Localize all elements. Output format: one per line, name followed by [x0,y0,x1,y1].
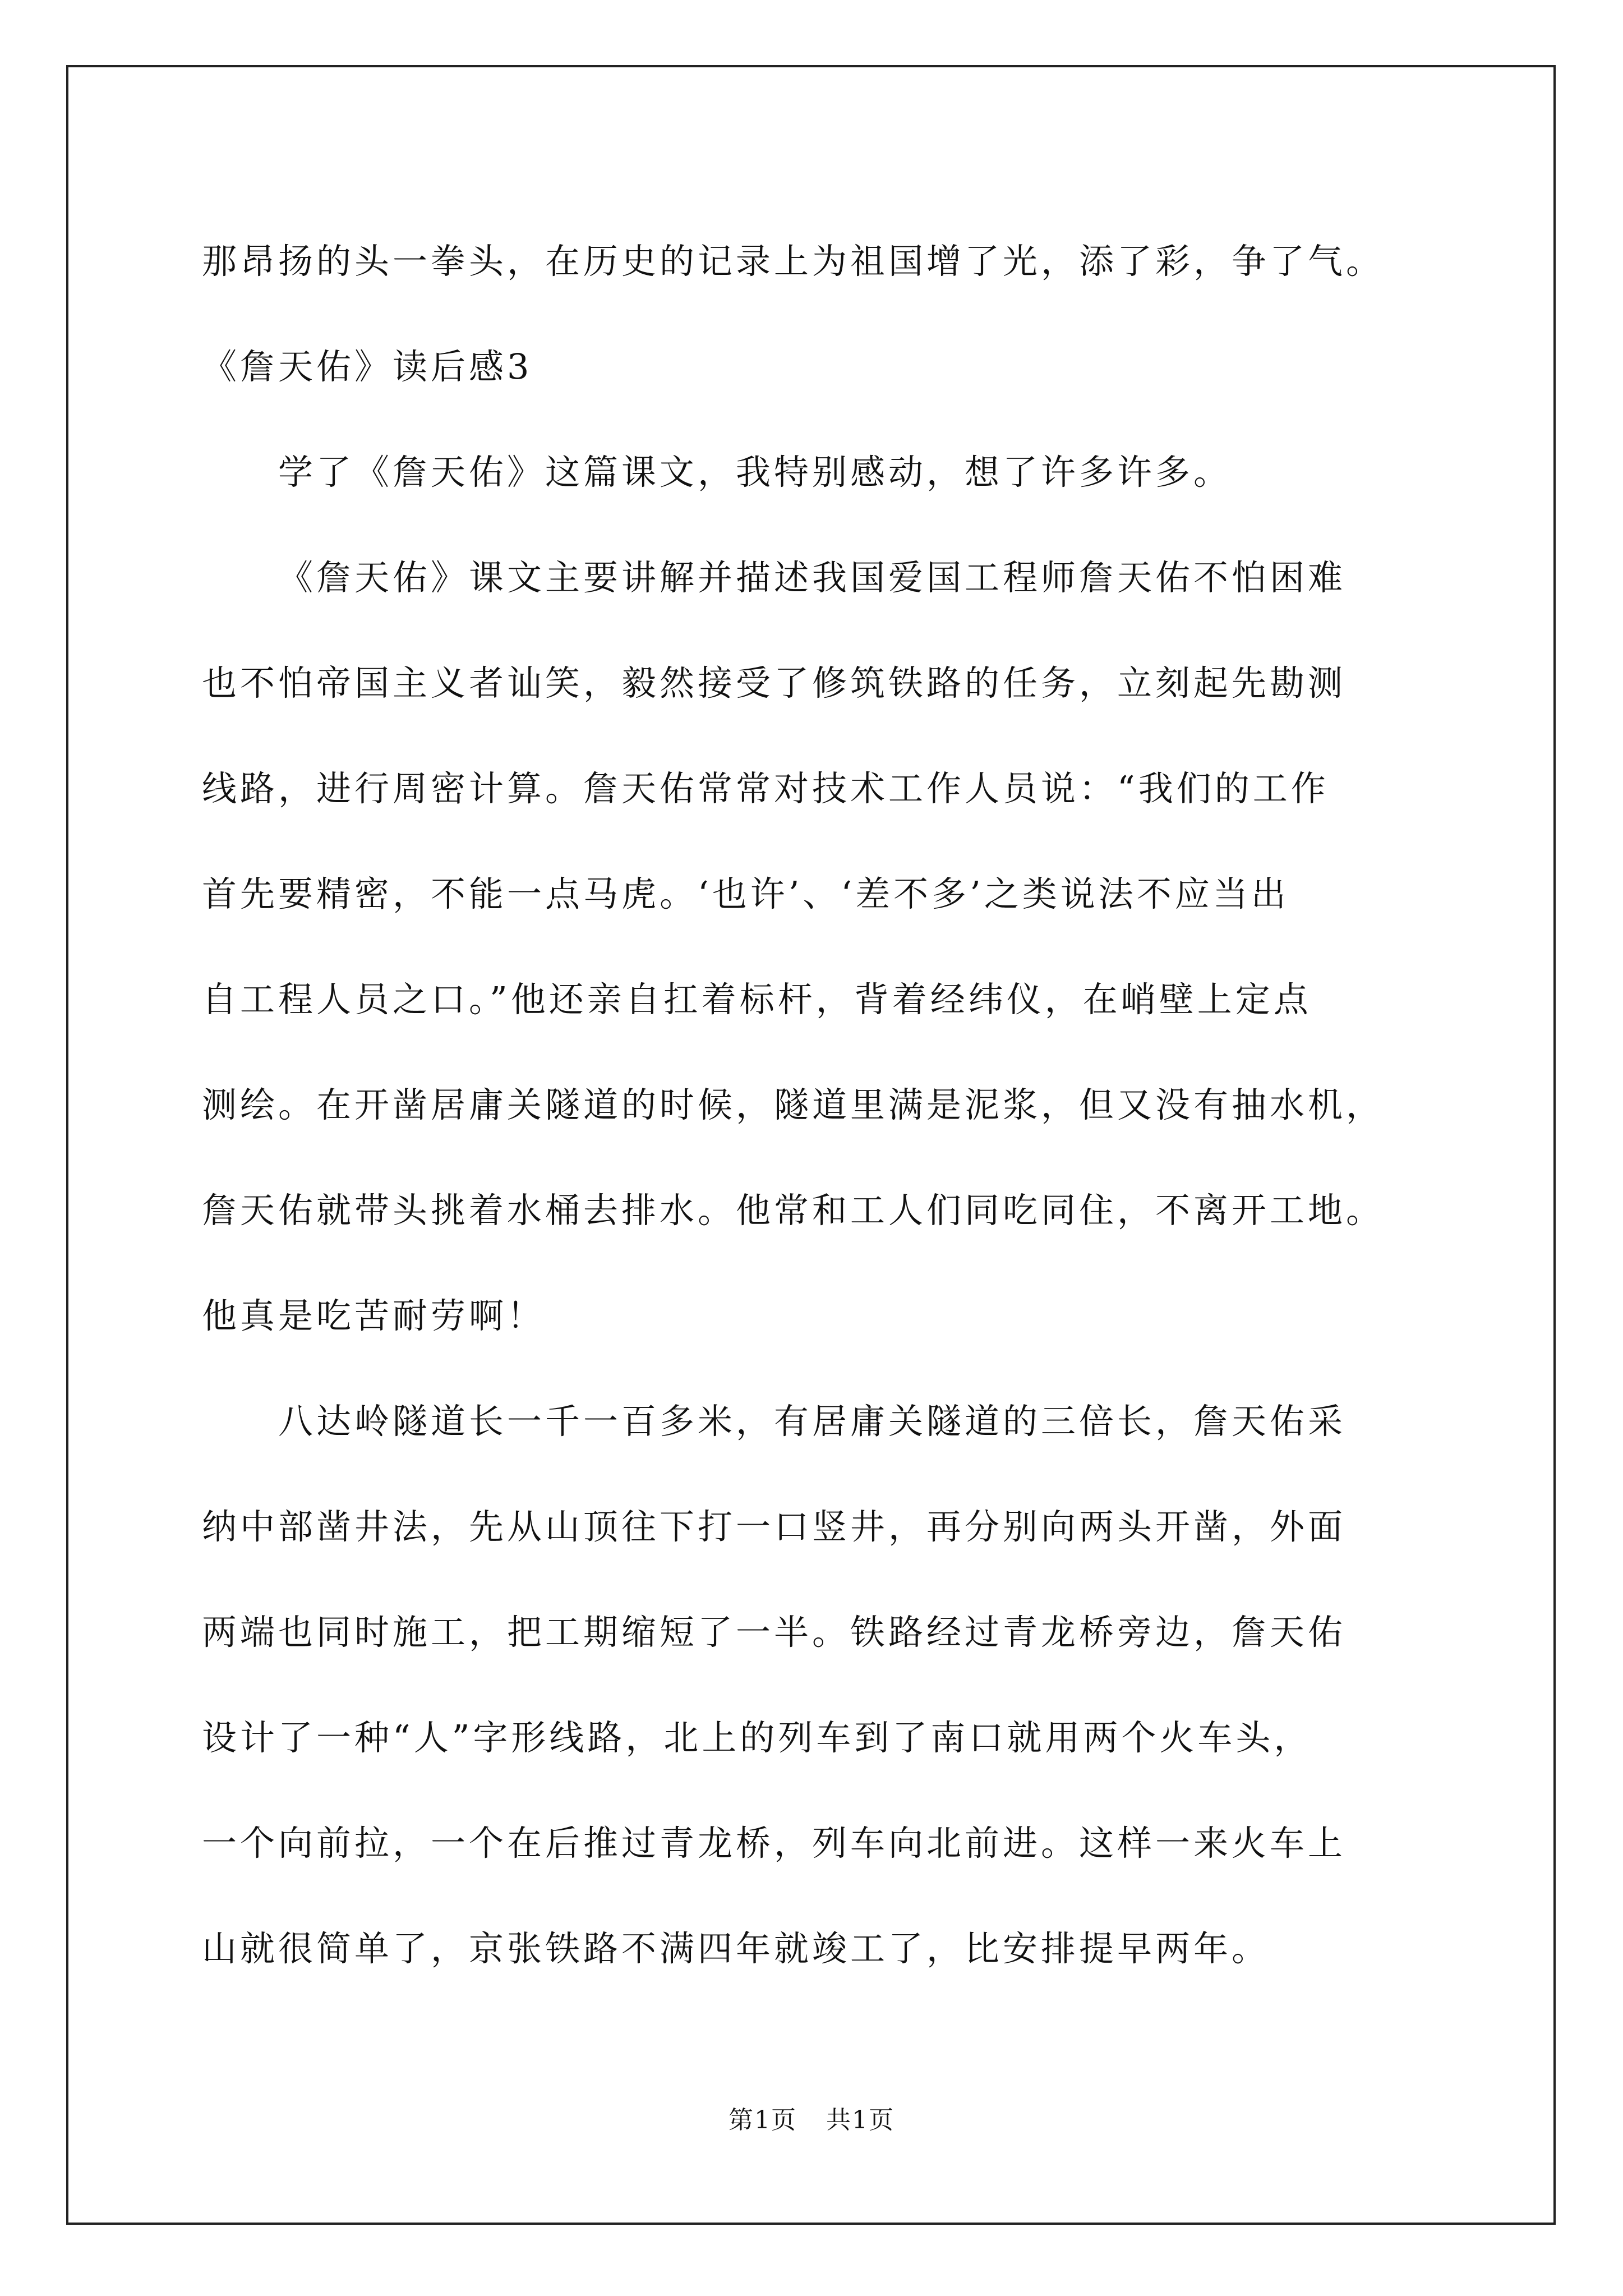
paragraph-2-line-6: 测绘。在开凿居庸关隧道的时候，隧道里满是泥浆，但又没有抽水机， [202,1084,1385,1125]
page-number-current: 第1页 [728,2106,797,2134]
section-title: 《詹天佑》读后感3 [202,346,533,387]
paragraph-3-line-6: 山就很简单了，京张铁路不满四年就竣工了，比安排提早两年。 [202,1928,1270,1969]
text-line-1: 那昂扬的头一拳头，在历史的记录上为祖国增了光，添了彩，争了气。 [202,241,1385,282]
paragraph-3-line-5: 一个向前拉，一个在后推过青龙桥，列车向北前进。这样一来火车上 [202,1823,1347,1864]
paragraph-2-line-7: 詹天佑就带头挑着水桶去排水。他常和工人们同吃同住，不离开工地。 [202,1190,1385,1231]
paragraph-2-line-2: 也不怕帝国主义者讪笑，毅然接受了修筑铁路的任务，立刻起先勘测 [202,662,1347,703]
paragraph-2-line-1: 《詹天佑》课文主要讲解并描述我国爱国工程师詹天佑不怕困难 [278,557,1347,598]
paragraph-2-line-4: 首先要精密，不能一点马虎。‘也许’、‘差不多’之类说法不应当出 [202,873,1289,914]
paragraph-2-line-5: 自工程人员之口。”他还亲自扛着标杆，背着经纬仪，在峭壁上定点 [202,979,1312,1020]
paragraph-2-line-8: 他真是吃苦耐劳啊！ [202,1295,546,1336]
page-footer [0,2104,1623,2137]
document-body [202,209,1436,2001]
paragraph-3-line-3: 两端也同时施工，把工期缩短了一半。铁路经过青龙桥旁边，詹天佑 [202,1612,1347,1653]
paragraph-3-line-2: 纳中部凿井法，先从山顶往下打一口竖井，再分别向两头开凿，外面 [202,1506,1347,1547]
paragraph-2-line-3: 线路，进行周密计算。詹天佑常常对技术工作人员说：“我们的工作 [202,768,1329,809]
page-number-total: 共1页 [826,2106,895,2134]
paragraph-3-line-4: 设计了一种“人”字形线路，北上的列车到了南口就用两个火车头， [202,1717,1312,1758]
paragraph-3-line-1: 八达岭隧道长一千一百多米，有居庸关隧道的三倍长，詹天佑采 [278,1401,1347,1442]
paragraph-1-line-1: 学了《詹天佑》这篇课文，我特别感动，想了许多许多。 [278,452,1232,493]
